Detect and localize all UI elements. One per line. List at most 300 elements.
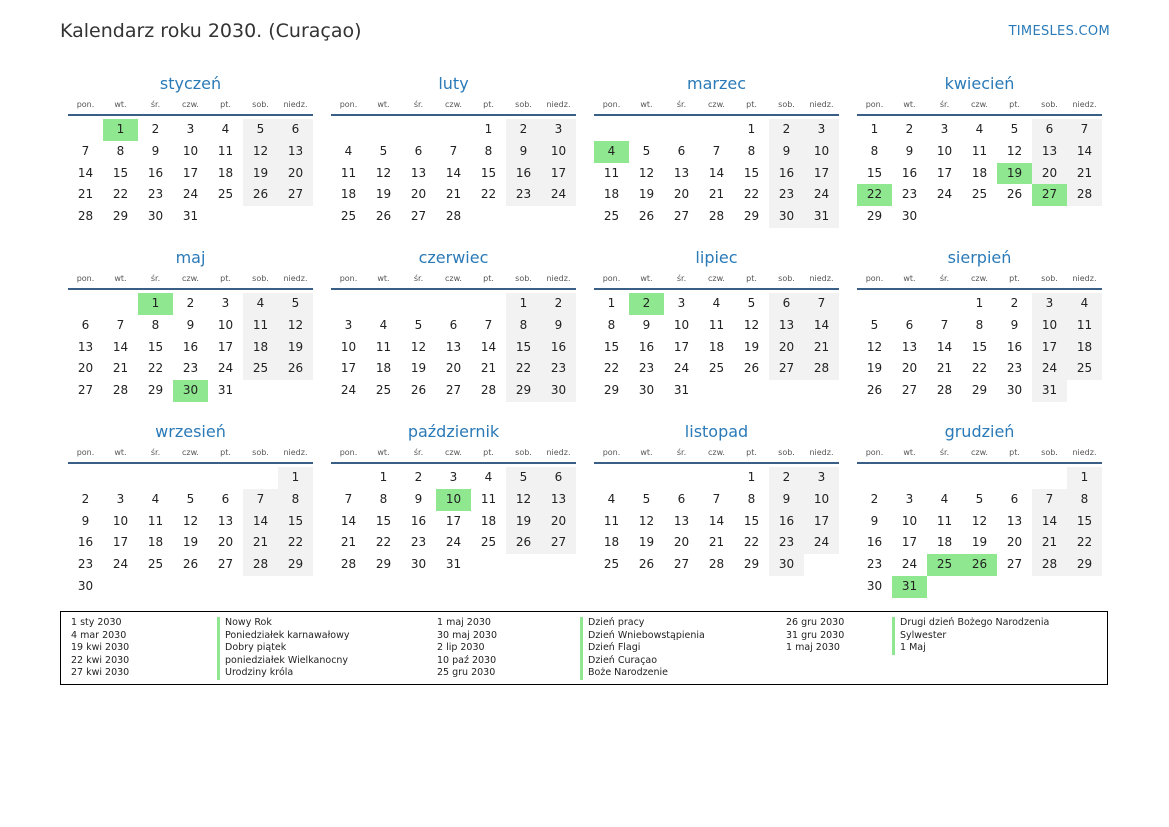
weekday-label: niedz. — [1072, 448, 1097, 457]
day-cell: 9 — [81, 513, 90, 528]
day-cell: 19 — [638, 187, 655, 202]
day-cell: 3 — [449, 470, 458, 484]
day-cell: 26 — [638, 209, 655, 224]
day-cell: 18 — [217, 165, 234, 180]
day-cell: 7 — [1067, 119, 1102, 141]
day-cell: 20 — [673, 187, 690, 202]
day-cell: 15 — [743, 165, 760, 180]
day-cell: 8 — [379, 491, 388, 506]
day-cell: 8 — [506, 315, 541, 337]
day-cell: 22 — [603, 361, 620, 376]
day-cell: 5 — [975, 491, 984, 506]
day-cell: 6 — [1010, 491, 1019, 506]
day-cell: 1 — [484, 122, 493, 136]
day-cell: 2 — [870, 491, 879, 506]
day-cell: 12 — [743, 317, 760, 332]
day-cell: 18 — [603, 535, 620, 550]
empty-cell — [594, 119, 629, 141]
weekday-label: czw. — [182, 100, 199, 109]
day-cell: 13 — [278, 141, 313, 163]
day-cell: 29 — [112, 209, 129, 224]
empty-cell — [68, 293, 103, 315]
legend-holiday-name: poniedziałek Wielkanocny — [217, 655, 349, 668]
day-cell: 14 — [708, 165, 725, 180]
weekday-label: sob. — [515, 274, 532, 283]
month-name: luty — [438, 74, 469, 93]
weekday-header — [857, 98, 1102, 116]
day-cell: 4 — [221, 122, 230, 136]
day-grid — [594, 467, 839, 576]
day-cell: 5 — [1010, 122, 1019, 136]
day-cell: 16 — [901, 165, 918, 180]
day-cell: 3 — [1032, 293, 1067, 315]
day-cell: 18 — [603, 187, 620, 202]
day-cell: 11 — [243, 315, 278, 337]
holiday-day-cell: 10 — [436, 489, 471, 511]
day-cell: 28 — [243, 554, 278, 576]
day-cell: 8 — [607, 317, 616, 332]
empty-cell — [471, 293, 506, 315]
day-cell: 2 — [769, 467, 804, 489]
holiday-day-cell: 19 — [997, 163, 1032, 185]
empty-cell — [892, 293, 927, 315]
day-cell: 19 — [866, 361, 883, 376]
day-cell: 16 — [506, 163, 541, 185]
day-cell: 16 — [182, 339, 199, 354]
day-cell: 1 — [747, 122, 756, 136]
weekday-label: śr. — [413, 100, 424, 109]
weekday-label: czw. — [445, 448, 462, 457]
day-cell: 18 — [708, 339, 725, 354]
legend-names-col-2 — [580, 617, 705, 680]
day-cell: 28 — [708, 557, 725, 572]
day-cell: 2 — [151, 122, 160, 136]
day-cell: 30 — [77, 578, 94, 593]
day-cell: 26 — [866, 383, 883, 398]
day-cell: 12 — [971, 513, 988, 528]
day-cell: 28 — [445, 209, 462, 224]
day-cell: 23 — [638, 361, 655, 376]
day-cell: 22 — [375, 535, 392, 550]
legend-holiday-date: 26 gru 2030 — [786, 617, 845, 628]
day-cell: 10 — [541, 141, 576, 163]
weekday-label: pt. — [746, 274, 757, 283]
weekday-label: śr. — [413, 274, 424, 283]
holiday-day-cell: 30 — [173, 380, 208, 402]
day-cell: 18 — [375, 361, 392, 376]
weekday-label: pt. — [746, 100, 757, 109]
day-cell: 22 — [278, 532, 313, 554]
day-cell: 9 — [870, 513, 879, 528]
day-cell: 30 — [410, 557, 427, 572]
day-cell: 9 — [151, 143, 160, 158]
day-cell: 15 — [603, 339, 620, 354]
day-cell: 20 — [1006, 535, 1023, 550]
weekday-label: pt. — [220, 274, 231, 283]
day-cell: 13 — [445, 339, 462, 354]
day-cell: 7 — [804, 293, 839, 315]
day-cell: 20 — [77, 361, 94, 376]
day-cell: 23 — [769, 532, 804, 554]
weekday-header — [857, 446, 1102, 464]
day-cell: 12 — [866, 339, 883, 354]
weekday-label: śr. — [939, 100, 950, 109]
weekday-label: wt. — [114, 448, 127, 457]
month-6 — [594, 248, 839, 408]
month-name: grudzień — [944, 422, 1015, 441]
legend-dates-col-2 — [437, 617, 497, 680]
day-cell: 15 — [743, 513, 760, 528]
weekday-label: wt. — [903, 448, 916, 457]
day-cell: 11 — [217, 143, 234, 158]
day-cell: 14 — [340, 513, 357, 528]
day-cell: 1 — [278, 467, 313, 489]
legend-holiday-date: 2 lip 2030 — [437, 642, 485, 654]
day-cell: 10 — [1032, 315, 1067, 337]
weekday-label: pt. — [220, 100, 231, 109]
weekday-label: niedz. — [546, 448, 571, 457]
day-cell: 21 — [1032, 532, 1067, 554]
day-cell: 11 — [603, 165, 620, 180]
legend-holiday-name: Sylwester — [892, 630, 1049, 643]
day-cell: 11 — [971, 143, 988, 158]
legend-holiday-name: Poniedziałek karnawałowy — [217, 630, 349, 643]
day-cell: 11 — [375, 339, 392, 354]
day-cell: 2 — [414, 470, 423, 484]
day-cell: 4 — [344, 143, 353, 158]
legend-holiday-name: Nowy Rok — [217, 617, 349, 630]
legend-holiday-date: 25 gru 2030 — [437, 667, 496, 679]
weekday-label: sob. — [252, 274, 269, 283]
empty-cell — [138, 467, 173, 489]
day-cell: 11 — [603, 513, 620, 528]
empty-cell — [857, 293, 892, 315]
day-cell: 31 — [804, 206, 839, 228]
day-cell: 7 — [712, 143, 721, 158]
day-cell: 14 — [936, 339, 953, 354]
day-cell: 3 — [541, 119, 576, 141]
empty-cell — [436, 293, 471, 315]
month-name: listopad — [684, 422, 749, 441]
day-cell: 21 — [480, 361, 497, 376]
legend-dates-col-1 — [71, 617, 129, 680]
day-cell: 21 — [445, 187, 462, 202]
day-cell: 27 — [901, 383, 918, 398]
day-cell: 16 — [147, 165, 164, 180]
weekday-label: pon. — [602, 448, 621, 457]
day-cell: 23 — [77, 557, 94, 572]
day-cell: 23 — [182, 361, 199, 376]
day-cell: 14 — [77, 165, 94, 180]
day-cell: 21 — [1067, 163, 1102, 185]
day-cell: 25 — [480, 535, 497, 550]
day-cell: 7 — [940, 317, 949, 332]
weekday-header — [331, 98, 576, 116]
weekday-label: pon. — [865, 100, 884, 109]
day-cell: 26 — [506, 532, 541, 554]
day-cell: 10 — [804, 489, 839, 511]
day-cell: 30 — [901, 209, 918, 224]
day-cell: 20 — [1032, 163, 1067, 185]
day-cell: 9 — [769, 141, 804, 163]
day-cell: 12 — [243, 141, 278, 163]
empty-cell — [927, 467, 962, 489]
day-cell: 27 — [77, 383, 94, 398]
day-cell: 10 — [217, 317, 234, 332]
day-cell: 28 — [804, 358, 839, 380]
day-cell: 6 — [449, 317, 458, 332]
holiday-day-cell: 1 — [138, 293, 173, 315]
day-cell: 17 — [340, 361, 357, 376]
site-link[interactable]: TIMESLES.COM — [1008, 24, 1110, 39]
day-cell: 28 — [708, 209, 725, 224]
day-cell: 21 — [708, 187, 725, 202]
day-cell: 3 — [905, 491, 914, 506]
weekday-header — [594, 272, 839, 290]
weekday-header — [594, 98, 839, 116]
weekday-label: wt. — [640, 100, 653, 109]
day-cell: 9 — [186, 317, 195, 332]
day-cell: 7 — [484, 317, 493, 332]
month-9 — [331, 422, 576, 582]
day-cell: 30 — [769, 554, 804, 576]
day-cell: 27 — [1006, 557, 1023, 572]
day-cell: 13 — [673, 165, 690, 180]
day-grid — [68, 467, 313, 598]
day-cell: 27 — [278, 184, 313, 206]
calendar-grid — [68, 74, 1102, 593]
legend-holiday-date: 1 sty 2030 — [71, 617, 122, 628]
day-cell: 19 — [278, 337, 313, 359]
weekday-label: niedz. — [546, 274, 571, 283]
day-cell: 2 — [769, 119, 804, 141]
day-grid — [331, 467, 576, 576]
day-cell: 23 — [147, 187, 164, 202]
day-cell: 25 — [375, 383, 392, 398]
empty-cell — [366, 119, 401, 141]
day-cell: 17 — [445, 513, 462, 528]
day-cell: 1 — [1067, 467, 1102, 489]
day-cell: 28 — [77, 209, 94, 224]
day-cell: 29 — [971, 383, 988, 398]
empty-cell — [699, 467, 734, 489]
day-cell: 9 — [414, 491, 423, 506]
weekday-label: czw. — [445, 100, 462, 109]
day-cell: 5 — [243, 119, 278, 141]
day-cell: 6 — [278, 119, 313, 141]
day-cell: 31 — [673, 383, 690, 398]
day-cell: 28 — [1032, 554, 1067, 576]
weekday-label: śr. — [150, 274, 161, 283]
day-cell: 23 — [769, 184, 804, 206]
day-cell: 5 — [870, 317, 879, 332]
day-cell: 19 — [638, 535, 655, 550]
day-cell: 15 — [971, 339, 988, 354]
weekday-label: niedz. — [283, 100, 308, 109]
empty-cell — [331, 119, 366, 141]
legend-holiday-date: 1 maj 2030 — [786, 642, 840, 654]
day-cell: 4 — [243, 293, 278, 315]
day-cell: 6 — [541, 467, 576, 489]
day-cell: 29 — [603, 383, 620, 398]
weekday-label: pt. — [1009, 100, 1020, 109]
weekday-label: pon. — [76, 100, 95, 109]
day-cell: 21 — [77, 187, 94, 202]
day-cell: 20 — [541, 511, 576, 533]
day-cell: 18 — [340, 187, 357, 202]
day-cell: 23 — [506, 184, 541, 206]
weekday-header — [594, 446, 839, 464]
day-cell: 5 — [642, 143, 651, 158]
day-cell: 8 — [278, 489, 313, 511]
day-cell: 15 — [278, 511, 313, 533]
day-cell: 27 — [673, 557, 690, 572]
day-cell: 14 — [804, 315, 839, 337]
day-cell: 25 — [243, 358, 278, 380]
day-cell: 18 — [971, 165, 988, 180]
month-11 — [857, 422, 1102, 593]
day-cell: 7 — [1032, 489, 1067, 511]
month-name: kwiecień — [944, 74, 1015, 93]
weekday-label: wt. — [114, 100, 127, 109]
month-10 — [594, 422, 839, 582]
day-cell: 2 — [81, 491, 90, 506]
day-cell: 22 — [506, 358, 541, 380]
day-cell: 2 — [186, 296, 195, 310]
day-cell: 7 — [449, 143, 458, 158]
holiday-day-cell: 1 — [103, 119, 138, 141]
day-cell: 7 — [344, 491, 353, 506]
day-cell: 28 — [1067, 184, 1102, 206]
day-cell: 25 — [147, 557, 164, 572]
weekday-label: pon. — [76, 448, 95, 457]
day-cell: 20 — [217, 535, 234, 550]
day-cell: 15 — [866, 165, 883, 180]
weekday-label: sob. — [1041, 274, 1058, 283]
day-cell: 26 — [410, 383, 427, 398]
day-cell: 29 — [866, 209, 883, 224]
day-cell: 16 — [410, 513, 427, 528]
weekday-label: wt. — [377, 448, 390, 457]
weekday-label: czw. — [182, 448, 199, 457]
day-cell: 17 — [901, 535, 918, 550]
day-cell: 3 — [186, 122, 195, 136]
day-cell: 26 — [243, 184, 278, 206]
day-cell: 23 — [541, 358, 576, 380]
weekday-label: sob. — [515, 448, 532, 457]
day-cell: 13 — [769, 315, 804, 337]
weekday-label: śr. — [676, 448, 687, 457]
weekday-label: czw. — [708, 448, 725, 457]
day-cell: 25 — [603, 209, 620, 224]
weekday-label: pt. — [746, 448, 757, 457]
day-cell: 13 — [217, 513, 234, 528]
weekday-label: sob. — [515, 100, 532, 109]
empty-cell — [173, 467, 208, 489]
legend-holiday-date: 22 kwi 2030 — [71, 654, 130, 666]
day-grid — [594, 119, 839, 228]
day-cell: 31 — [217, 383, 234, 398]
day-cell: 26 — [182, 557, 199, 572]
day-cell: 9 — [506, 141, 541, 163]
day-cell: 4 — [484, 470, 493, 484]
day-cell: 21 — [243, 532, 278, 554]
day-cell: 10 — [673, 317, 690, 332]
day-cell: 16 — [638, 339, 655, 354]
day-cell: 21 — [112, 361, 129, 376]
day-cell: 30 — [638, 383, 655, 398]
empty-cell — [243, 467, 278, 489]
holiday-day-cell: 31 — [892, 576, 927, 598]
weekday-label: czw. — [708, 100, 725, 109]
legend-names-col-1 — [217, 617, 349, 680]
day-cell: 3 — [677, 296, 686, 310]
weekday-label: sob. — [252, 100, 269, 109]
day-cell: 27 — [410, 209, 427, 224]
empty-cell — [208, 467, 243, 489]
month-name: czerwiec — [418, 248, 489, 267]
day-grid — [68, 119, 313, 228]
weekday-label: niedz. — [809, 100, 834, 109]
day-cell: 19 — [506, 511, 541, 533]
day-cell: 17 — [182, 165, 199, 180]
weekday-label: czw. — [182, 274, 199, 283]
day-cell: 23 — [410, 535, 427, 550]
day-cell: 17 — [673, 339, 690, 354]
day-cell: 12 — [410, 339, 427, 354]
legend-holiday-date: 10 paź 2030 — [437, 654, 497, 666]
weekday-label: pon. — [339, 274, 358, 283]
day-cell: 20 — [901, 361, 918, 376]
day-cell: 20 — [410, 187, 427, 202]
day-cell: 1 — [870, 122, 879, 136]
day-cell: 27 — [445, 383, 462, 398]
month-8 — [68, 422, 313, 593]
day-cell: 31 — [182, 209, 199, 224]
month-7 — [857, 248, 1102, 408]
day-cell: 10 — [804, 141, 839, 163]
weekday-label: niedz. — [283, 274, 308, 283]
day-cell: 10 — [182, 143, 199, 158]
day-cell: 3 — [221, 296, 230, 310]
day-cell: 10 — [340, 339, 357, 354]
empty-cell — [331, 467, 366, 489]
day-cell: 24 — [901, 557, 918, 572]
day-cell: 11 — [147, 513, 164, 528]
day-cell: 20 — [278, 163, 313, 185]
day-cell: 22 — [1067, 532, 1102, 554]
day-cell: 27 — [541, 532, 576, 554]
day-cell: 8 — [747, 143, 756, 158]
day-cell: 9 — [769, 489, 804, 511]
weekday-label: śr. — [676, 100, 687, 109]
day-cell: 28 — [340, 557, 357, 572]
day-cell: 30 — [866, 578, 883, 593]
day-cell: 12 — [182, 513, 199, 528]
day-cell: 25 — [603, 557, 620, 572]
day-grid — [331, 293, 576, 402]
weekday-label: pt. — [1009, 448, 1020, 457]
day-cell: 25 — [708, 361, 725, 376]
holiday-day-cell: 25 — [927, 554, 962, 576]
day-grid — [331, 119, 576, 228]
day-cell: 30 — [769, 206, 804, 228]
day-cell: 24 — [673, 361, 690, 376]
day-cell: 4 — [379, 317, 388, 332]
legend-holiday-name: Dzień Curaçao — [580, 655, 705, 668]
day-cell: 19 — [743, 339, 760, 354]
empty-cell — [401, 293, 436, 315]
